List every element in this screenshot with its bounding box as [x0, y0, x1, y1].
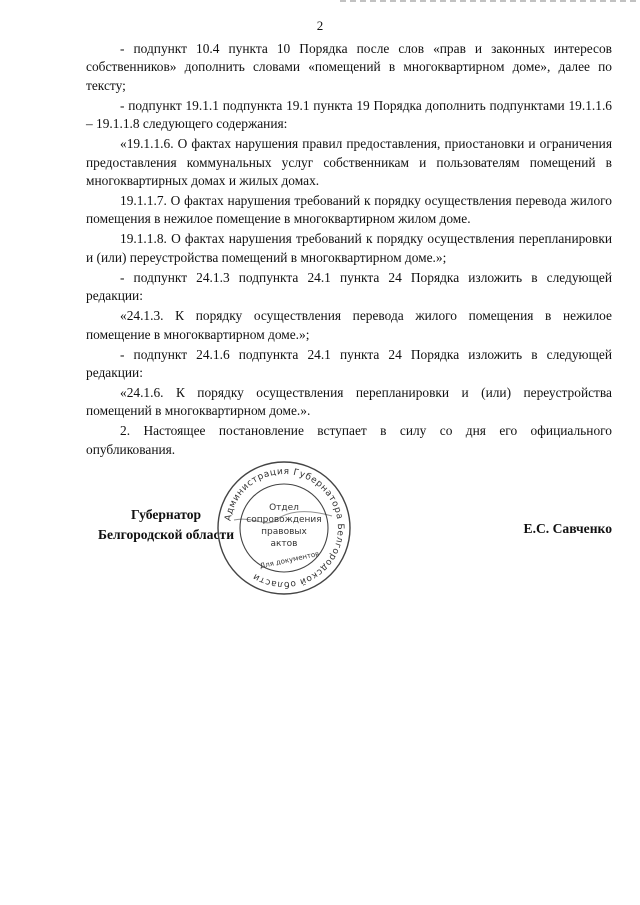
seal-center-line4: актов [270, 539, 298, 549]
signatory-name: Е.С. Савченко [523, 521, 612, 536]
paragraph: 19.1.1.8. О фактах нарушения требований к порядку осуществления перепланировки и (или) переустройства помещений в многоквартирном доме.»; [86, 231, 612, 265]
paragraph: 19.1.1.7. О фактах нарушения требований к порядку осуществления перевода жилого помещения в нежилое помещение в многоквартирном жилом доме. [86, 193, 612, 227]
scan-artifact-line [340, 0, 640, 2]
official-seal-stamp [214, 458, 354, 598]
seal-center-line3: правовых [261, 527, 307, 537]
signatory-title-line1: Губернатор [130, 507, 202, 522]
paragraph: 2. Настоящее постановление вступает в силу со дня его официального опубликования. [86, 423, 612, 457]
signatory-title-line2: Белгородской области [97, 527, 235, 542]
paragraph: «24.1.3. К порядку осуществления перевода жилого помещения в нежилое помещение в многоквартирном доме.»; [86, 308, 612, 342]
paragraph: - подпункт 24.1.6 подпункта 24.1 пункта 24 Порядка изложить в следующей редакции: [86, 346, 612, 381]
document-body [86, 40, 612, 461]
page-number: 2 [316, 18, 324, 33]
seal-graphic [214, 458, 354, 598]
paragraph: «24.1.6. К порядку осуществления перепланировки и (или) переустройства помещений в многоквартирном доме.». [86, 385, 612, 419]
paragraph: - подпункт 19.1.1 подпункта 19.1 пункта 19 Порядка дополнить подпунктами 19.1.1.6 – 19.1.1.8 следующего содержания: [86, 97, 612, 132]
paragraph: - подпункт 10.4 пункта 10 Порядка после слов «прав и законных интересов собственников» дополнить словами «помещений в многоквартирном доме», далее по тексту; [86, 41, 612, 93]
paragraph: «19.1.1.6. О фактах нарушения правил предоставления, приостановки и ограничения предоставления коммунальных услуг собственникам и пользователям помещений в многоквартирных домах и жилых домах. [86, 136, 612, 189]
seal-center-line1: Отдел [269, 503, 299, 513]
seal-ring-text: Администрация Губернатора Белгородской области [223, 466, 346, 590]
seal-center-line2: сопровождения [246, 515, 322, 525]
seal-bottom-text: Для документов [259, 549, 321, 571]
paragraph: - подпункт 24.1.3 подпункта 24.1 пункта 24 Порядка изложить в следующей редакции: [86, 269, 612, 304]
